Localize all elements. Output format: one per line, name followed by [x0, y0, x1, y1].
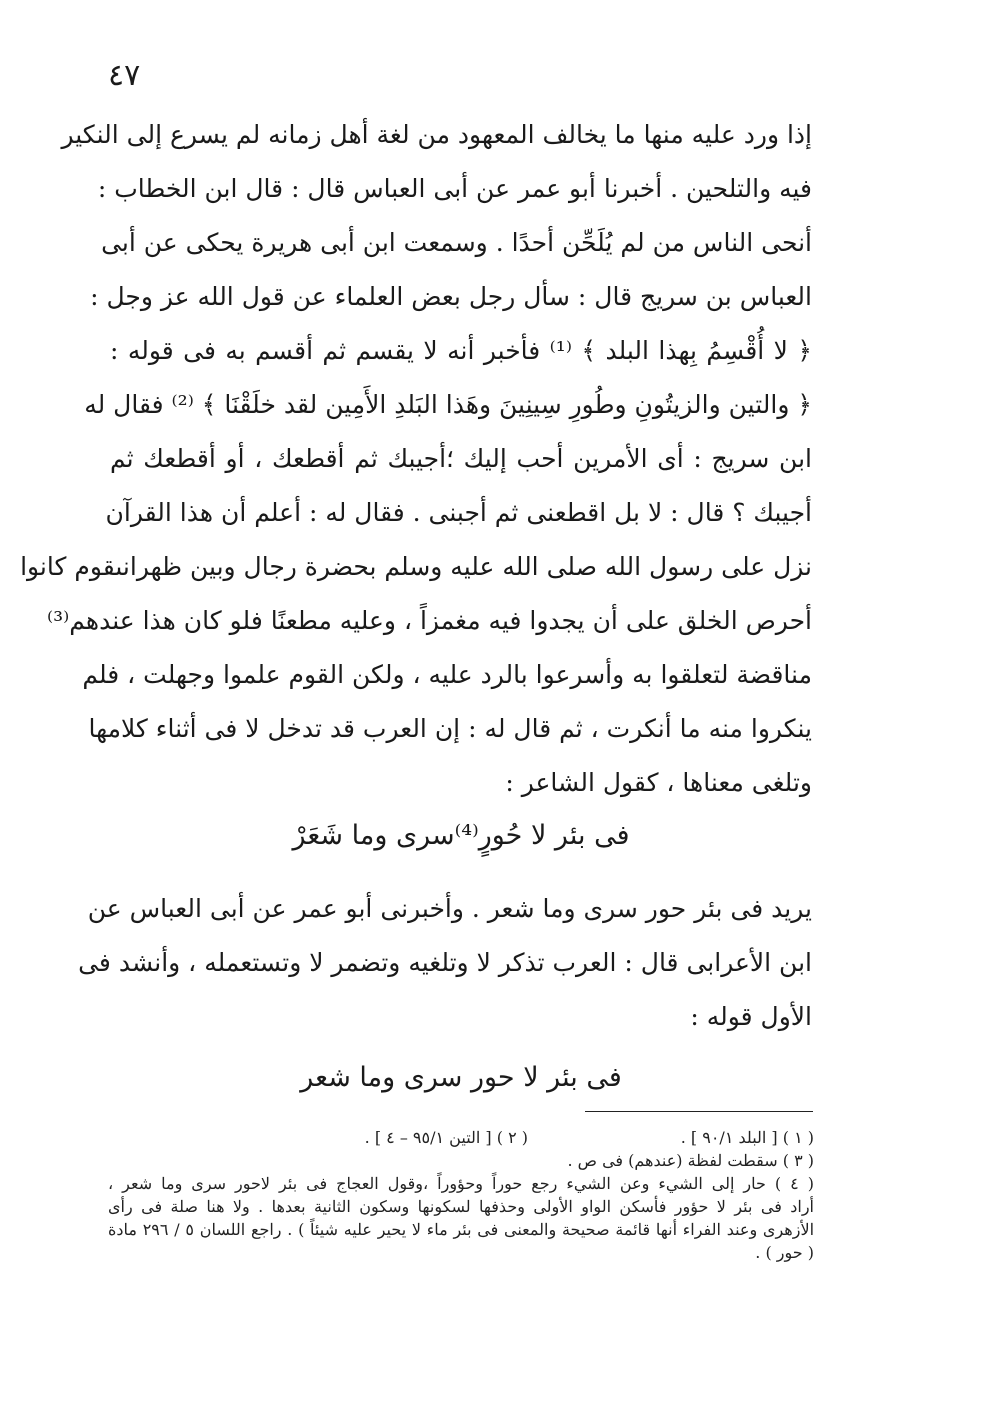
text-line: أحرص الخلق على أن يجدوا فيه مغمزاً ، وعليه مطعنًا فلو كان هذا عندهم⁽³⁾ — [46, 606, 812, 635]
footnote-1: ( ١ ) [ البلد ٩٠/١ ] . — [680, 1128, 814, 1147]
verse-quote: فى بئر لا حُورٍ⁽⁴⁾سرى وما شَعَرْ — [292, 820, 630, 851]
text-line: ابن الأعرابى قال : العرب تذكر لا وتلغيه وتضمر لا وتستعمله ، وأنشد فى — [78, 948, 812, 977]
paragraph-2 — [78, 882, 812, 1044]
footnote-4-line: أراد فى بئر لا حؤور فأسكن الواو الأولى وحذفها لسكونها وسكون الثانية بعدها . ولا هنا صلة فى رأى — [108, 1197, 814, 1216]
page-number: ٤٧ — [108, 58, 141, 93]
footnote-3: ( ٣ ) سقطت لفظة (عندهم) فى ص . — [567, 1151, 814, 1170]
footnote-row — [108, 1126, 814, 1149]
text-line: إذا ورد عليه منها ما يخالف المعهود من لغة أهل زمانه لم يسرع إلى النكير — [61, 120, 812, 149]
footnote-2: ( ٢ ) [ التين ٩٥/١ – ٤ ] . — [364, 1128, 528, 1147]
footnote-divider — [585, 1111, 813, 1112]
text-line: يريد فى بئر حور سرى وما شعر . وأخبرنى أبو عمر عن أبى العباس عن — [87, 894, 812, 923]
text-line: ﴿ والتين والزيتُونِ وطُورِ سِينِينَ وهَذا البَلدِ الأَمِين لقد خلَقْنَا ﴾ ⁽²⁾ فقال له — [84, 390, 812, 419]
text-line: أجيبك ؟ قال : لا بل اقطعنى ثم أجبنى . فقال له : أعلم أن هذا القرآن — [105, 498, 812, 527]
footnote-4-line: ( حور ) . — [755, 1243, 814, 1262]
text-line: فيه والتلحين . أخبرنا أبو عمر عن أبى العباس قال : قال ابن الخطاب : — [97, 174, 812, 203]
text-line: ابن سريج : أى الأمرين أحب إليك ؛أجيبك ثم أقطعك ، أو أقطعك ثم — [110, 444, 812, 473]
footnote-4-line: الأزهرى وعند الفراء أنها قائمة صحيحة والمعنى فى بئر ماء لا يحير عليه شيئاً ) . راجع اللسان ٥ / ٢٩٦ مادة — [108, 1220, 815, 1239]
verse-quote: فى بئر لا حور سرى وما شعر — [300, 1062, 622, 1093]
footnotes — [108, 1126, 814, 1264]
text-line: وتلغى معناها ، كقول الشاعر : — [505, 768, 812, 797]
text-line: نزل على رسول الله صلى الله عليه وسلم بحضرة رجال وبين ظهرانىقوم كانوا — [20, 552, 812, 581]
text-line: ينكروا منه ما أنكرت ، ثم قال له : إن العرب قد تدخل لا فى أثناء كلامها — [88, 714, 812, 743]
text-line: ﴿ لا أُقْسِمُ بِهذا البلد ﴾ ⁽¹⁾ فأخبر أنه لا يقسم ثم أقسم به فى قوله : — [110, 336, 812, 365]
text-line: الأول قوله : — [690, 1002, 812, 1031]
text-line: العباس بن سريج قال : سأل رجل بعض العلماء عن قول الله عز وجل : — [90, 282, 812, 311]
paragraph-1 — [20, 108, 812, 810]
text-line: أنحى الناس من لم يُلَحِّن أحدًا . وسمعت ابن أبى هريرة يحكى عن أبى — [101, 228, 812, 257]
text-line: مناقضة لتعلقوا به وأسرعوا بالرد عليه ، ولكن القوم علموا وجهلت ، فلم — [82, 660, 812, 689]
footnote-4-line: ( ٤ ) حار إلى الشيء وعن الشيء رجع حوراً وحؤوراً ،وقول العجاج فى بئر لاحور سرى وما شعر ، — [108, 1174, 815, 1193]
